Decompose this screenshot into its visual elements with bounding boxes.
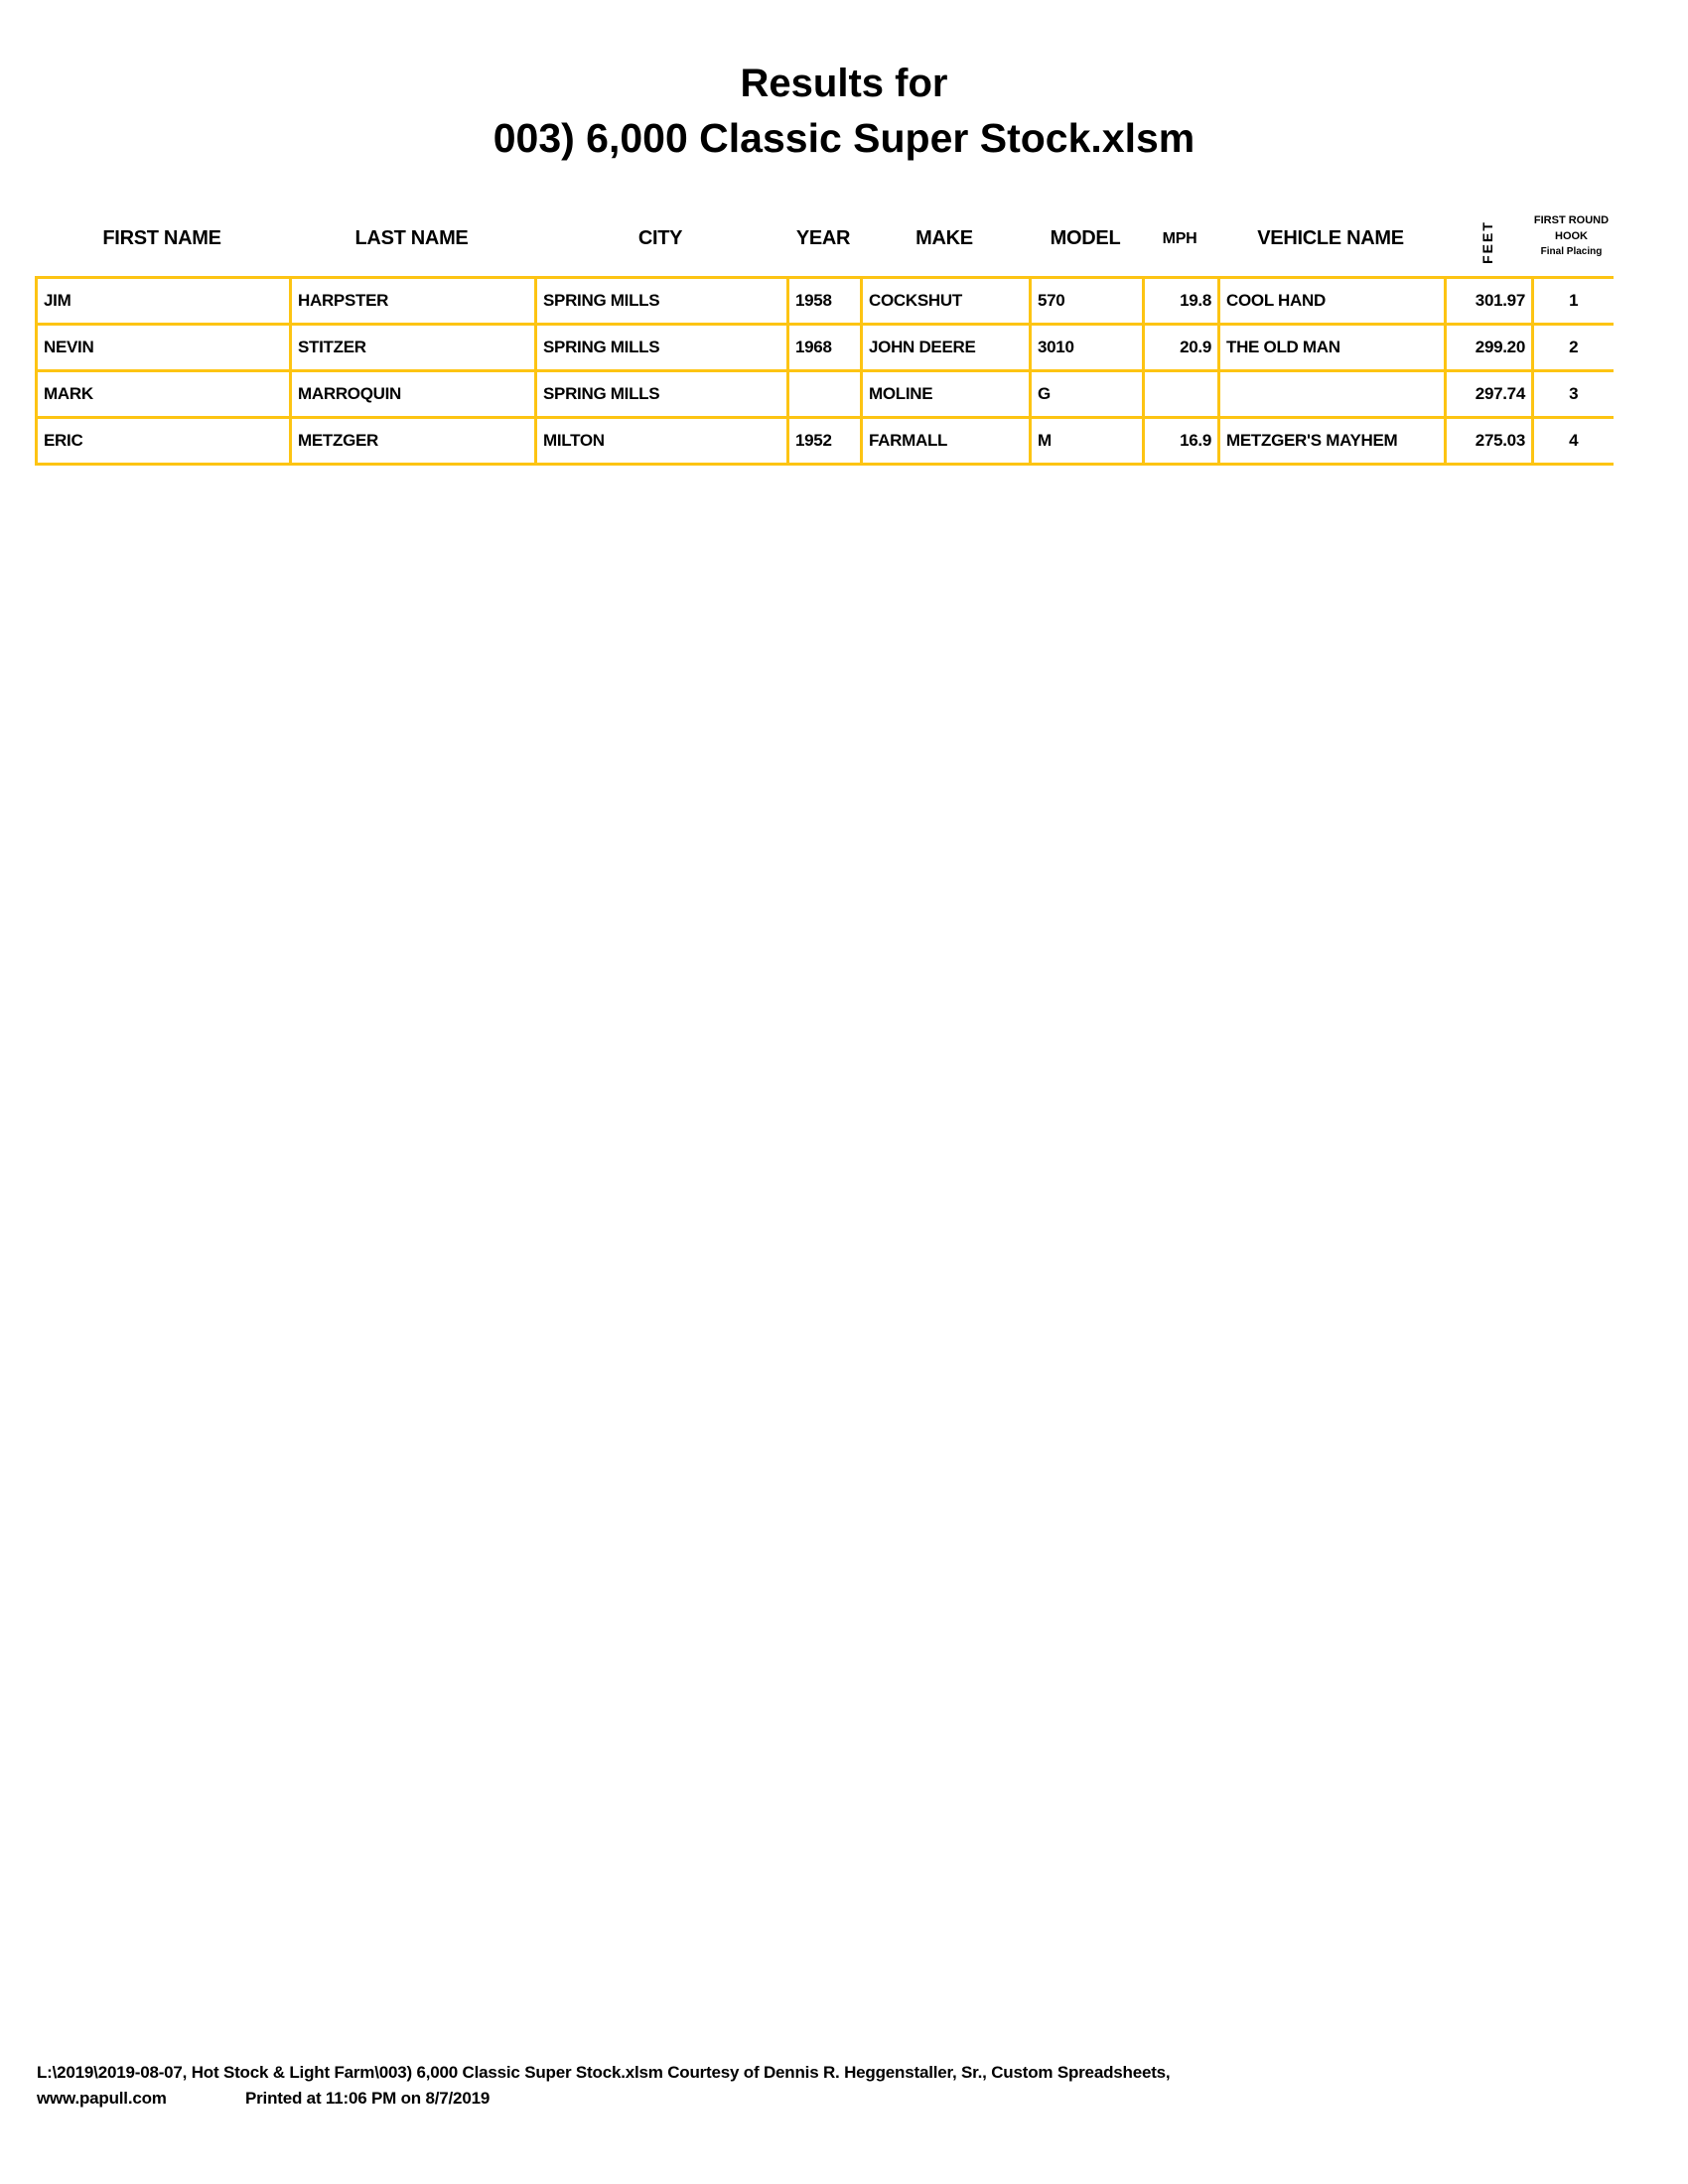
cell-first-name: NEVIN xyxy=(37,325,291,371)
results-data-grid xyxy=(35,276,1614,466)
header-year: YEAR xyxy=(795,227,851,249)
footer-second-line xyxy=(37,2089,1228,2113)
cell-first-name: JIM xyxy=(37,278,291,325)
cell-city: MILTON xyxy=(536,418,788,465)
cell-model: 570 xyxy=(1031,278,1144,325)
cell-make: MOLINE xyxy=(862,371,1031,418)
report-title-line1: Results for xyxy=(740,62,948,105)
header-first-name: FIRST NAME xyxy=(102,227,221,249)
cell-year xyxy=(788,371,862,418)
cell-mph: 20.9 xyxy=(1144,325,1219,371)
header-make: MAKE xyxy=(915,227,973,249)
cell-mph: 16.9 xyxy=(1144,418,1219,465)
cell-vehicle-name: METZGER'S MAYHEM xyxy=(1219,418,1446,465)
header-last-name: LAST NAME xyxy=(354,227,469,249)
cell-feet: 275.03 xyxy=(1446,418,1533,465)
cell-year: 1968 xyxy=(788,325,862,371)
header-placing-line1: FIRST ROUND xyxy=(1533,214,1610,226)
cell-year: 1952 xyxy=(788,418,862,465)
report-title-line2: 003) 6,000 Classic Super Stock.xlsm xyxy=(492,115,1196,161)
header-placing-line3: Final Placing xyxy=(1540,246,1603,257)
cell-mph: 19.8 xyxy=(1144,278,1219,325)
header-model: MODEL xyxy=(1050,227,1121,249)
cell-feet: 297.74 xyxy=(1446,371,1533,418)
footer-file-path: L:\2019\2019-08-07, Hot Stock & Light Farm\003) 6,000 Classic Super Stock.xlsm Courtesy of Dennis R. Heggenstaller, Sr., Custom Spreadsheets, xyxy=(37,2063,1171,2082)
cell-model: M xyxy=(1031,418,1144,465)
header-final-placing xyxy=(1531,205,1612,260)
table-row xyxy=(37,325,1614,371)
cell-make: COCKSHUT xyxy=(862,278,1031,325)
cell-city: SPRING MILLS xyxy=(536,278,788,325)
cell-placing: 3 xyxy=(1533,371,1614,418)
header-feet xyxy=(1444,205,1531,276)
cell-placing: 1 xyxy=(1533,278,1614,325)
cell-placing: 2 xyxy=(1533,325,1614,371)
cell-last-name: MARROQUIN xyxy=(291,371,536,418)
cell-last-name: STITZER xyxy=(291,325,536,371)
cell-make: FARMALL xyxy=(862,418,1031,465)
table-row xyxy=(37,278,1614,325)
table-row xyxy=(37,371,1614,418)
cell-vehicle-name: COOL HAND xyxy=(1219,278,1446,325)
cell-city: SPRING MILLS xyxy=(536,371,788,418)
footer-printed-timestamp: Printed at 11:06 PM on 8/7/2019 xyxy=(245,2089,491,2108)
footer-website: www.papull.com xyxy=(37,2089,167,2108)
table-header-row xyxy=(35,205,1612,276)
cell-feet: 301.97 xyxy=(1446,278,1533,325)
cell-model: G xyxy=(1031,371,1144,418)
cell-vehicle-name xyxy=(1219,371,1446,418)
header-feet-rotated-label: FEET xyxy=(1479,220,1495,264)
cell-feet: 299.20 xyxy=(1446,325,1533,371)
header-mph: MPH xyxy=(1162,230,1197,247)
cell-mph xyxy=(1144,371,1219,418)
cell-placing: 4 xyxy=(1533,418,1614,465)
cell-model: 3010 xyxy=(1031,325,1144,371)
table-row xyxy=(37,418,1614,465)
cell-city: SPRING MILLS xyxy=(536,325,788,371)
cell-first-name: MARK xyxy=(37,371,291,418)
header-city: CITY xyxy=(637,227,683,249)
header-placing-line2: HOOK xyxy=(1555,230,1588,242)
cell-last-name: HARPSTER xyxy=(291,278,536,325)
cell-vehicle-name: THE OLD MAN xyxy=(1219,325,1446,371)
results-table xyxy=(35,205,1616,466)
cell-first-name: ERIC xyxy=(37,418,291,465)
cell-last-name: METZGER xyxy=(291,418,536,465)
cell-year: 1958 xyxy=(788,278,862,325)
header-vehicle-name: VEHICLE NAME xyxy=(1257,227,1404,249)
cell-make: JOHN DEERE xyxy=(862,325,1031,371)
